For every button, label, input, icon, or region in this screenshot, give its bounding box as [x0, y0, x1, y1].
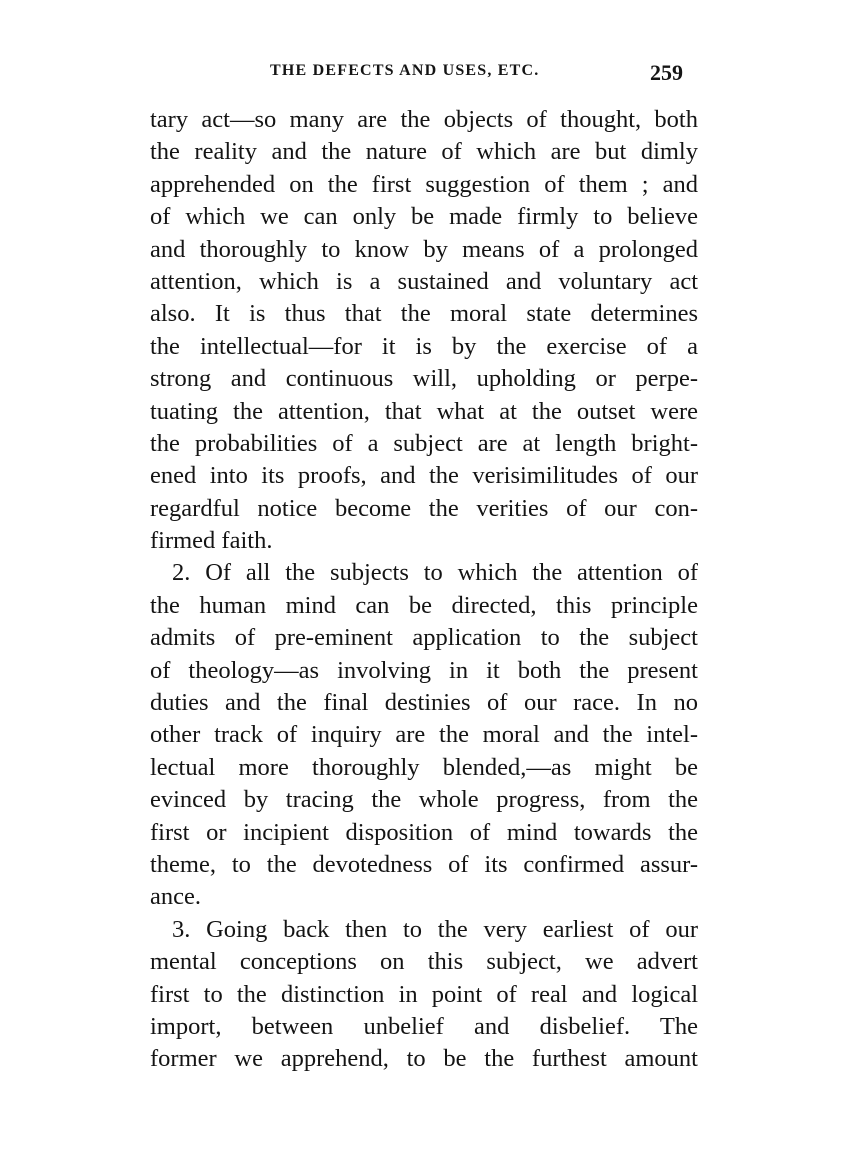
- text-line: strong and continuous will, upholding or perpe-: [150, 365, 698, 393]
- text-line: tuating the attention, that what at the outset were: [150, 397, 698, 425]
- text-line: import, between unbelief and disbelief. The: [150, 1012, 698, 1040]
- text-line: admits of pre-eminent application to the subject: [150, 624, 698, 652]
- text-line: other track of inquiry are the moral and the intel-: [150, 721, 698, 749]
- text-line: of theology—as involving in it both the present: [150, 656, 698, 684]
- text-line: first to the distinction in point of real and logical: [150, 980, 698, 1008]
- text-line: attention, which is a sustained and voluntary act: [150, 267, 698, 295]
- text-line: duties and the final destinies of our race. In no: [150, 689, 698, 717]
- text-line: first or incipient disposition of mind towards the: [150, 818, 698, 846]
- text-line: mental conceptions on this subject, we advert: [150, 948, 698, 976]
- text-line: the probabilities of a subject are at length bright-: [150, 429, 698, 457]
- text-line: theme, to the devotedness of its confirmed assur-: [150, 850, 698, 878]
- text-line: regardful notice become the verities of our con-: [150, 494, 698, 522]
- text-line: former we apprehend, to be the furthest amount: [150, 1045, 698, 1073]
- paragraph-2-start: 2. Of all the subjects to which the attention of: [172, 559, 698, 587]
- text-line: also. It is thus that the moral state determines: [150, 300, 698, 328]
- text-line: and thoroughly to know by means of a prolonged: [150, 235, 698, 263]
- text-line: ance.: [150, 883, 201, 911]
- text-line: of which we can only be made firmly to believe: [150, 203, 698, 231]
- text-line: ened into its proofs, and the verisimilitudes of our: [150, 462, 698, 490]
- text-line: lectual more thoroughly blended,—as might be: [150, 753, 698, 781]
- page-number: 259: [650, 60, 683, 85]
- text-line: the human mind can be directed, this principle: [150, 591, 698, 619]
- text-line: the reality and the nature of which are but dimly: [150, 138, 698, 166]
- body-text: [150, 104, 698, 1076]
- text-line: apprehended on the first suggestion of them ; and: [150, 170, 698, 198]
- text-line: firmed faith.: [150, 527, 273, 555]
- text-line: tary act—so many are the objects of thought, both: [150, 106, 698, 133]
- text-line: evinced by tracing the whole progress, from the: [150, 786, 698, 814]
- paragraph-3-start: 3. Going back then to the very earliest of our: [172, 915, 698, 943]
- running-head: THE DEFECTS AND USES, ETC.: [270, 62, 540, 79]
- text-line: the intellectual—for it is by the exercise of a: [150, 332, 698, 360]
